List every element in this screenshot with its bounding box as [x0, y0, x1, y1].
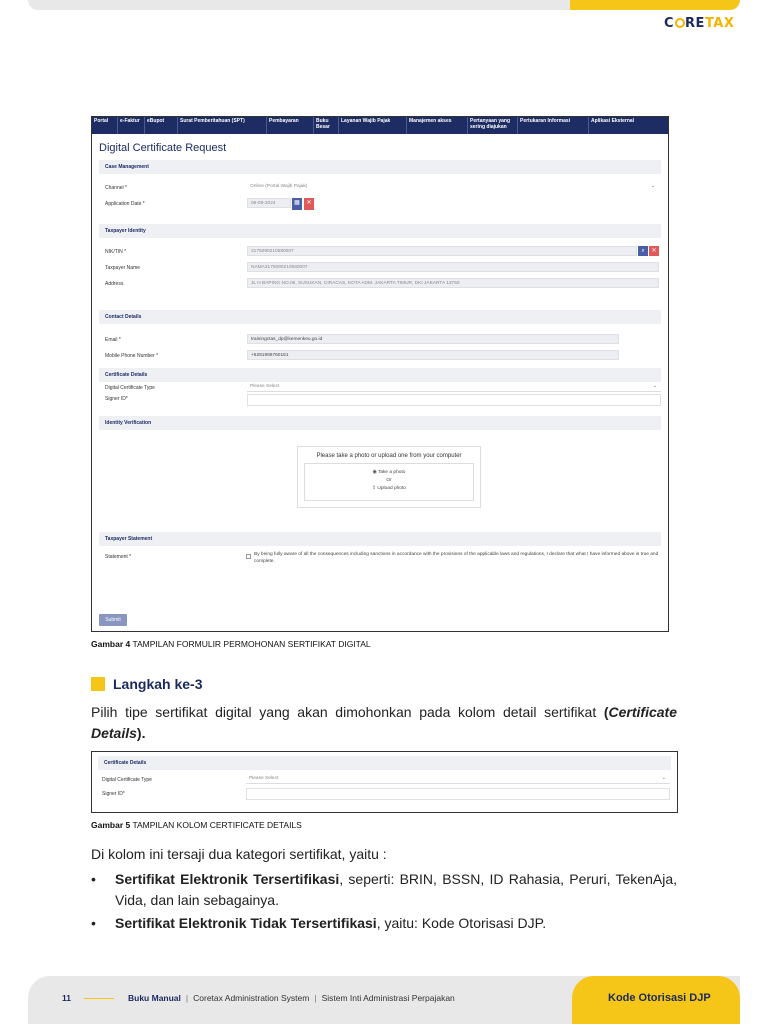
search-icon[interactable]: ⌕ [638, 246, 648, 256]
signer-id-field[interactable] [246, 788, 670, 800]
top-bar-accent [570, 0, 740, 10]
step-heading [91, 676, 202, 692]
step-title: Langkah ke-3 [113, 676, 203, 692]
submit-button[interactable]: Submit [99, 614, 127, 626]
nav-ebupot[interactable]: eBupot [145, 117, 178, 134]
form-title: Digital Certificate Request [99, 142, 227, 154]
nav-efaktur[interactable]: e-Faktur [118, 117, 145, 134]
certificate-type-value: Please Select [250, 384, 280, 389]
footer-text: Buku Manual | Coretax Administration System | Sistem Inti Administrasi Perpajakan [128, 993, 455, 1003]
paragraph-instruction [91, 702, 677, 744]
statement-label: Statement * [105, 554, 132, 560]
upload-photo-option[interactable] [305, 485, 473, 493]
nav-portal[interactable]: Portal [92, 117, 118, 134]
certificate-type-label: Digital Certificate Type [102, 777, 152, 783]
footer-system: Coretax Administration System [193, 993, 310, 1003]
list-item [91, 913, 677, 934]
nik-label: NIK/TIN * [105, 249, 127, 255]
photo-upload-box [297, 446, 481, 508]
footer-divider [84, 998, 114, 999]
nav-pertukaran[interactable]: Pertukaran Informasi [518, 117, 589, 134]
category-description: , yaitu: Kode Otorisasi DJP. [376, 915, 547, 931]
section-heading: Certificate Details [99, 368, 661, 382]
logo-re: RE [685, 16, 705, 31]
upload-options [304, 463, 474, 501]
section-contact-details [99, 310, 661, 364]
or-text: Or [386, 478, 392, 483]
nav-layanan[interactable]: Layanan Wajib Pajak [339, 117, 407, 134]
mobile-phone-label: Mobile Phone Number * [105, 353, 159, 359]
certificate-type-label: Digital Certificate Type [105, 385, 155, 391]
channel-value: Online (Portal Wajib Pajak) [250, 184, 308, 189]
category-title: Sertifikat Elektronik Tersertifikasi [115, 871, 340, 887]
chevron-down-icon: ⌄ [661, 775, 666, 781]
taxpayer-name-field: NAMA3175090210580007 [247, 262, 659, 272]
signer-id-label: Signer ID* [102, 791, 125, 797]
signer-id-field[interactable] [247, 394, 661, 406]
page-number: 11 [62, 993, 71, 1003]
top-bar [28, 0, 740, 10]
category-description: , seperti: BRIN, BSSN, ID Rahasia, Peruri, TekenAja, Vida, dan lain sebagainya. [115, 871, 678, 908]
section-heading: Taxpayer Identity [99, 224, 661, 238]
step-marker [91, 677, 105, 691]
upload-icon: ⇪ [372, 486, 378, 491]
coretax-logo [664, 16, 734, 31]
take-photo-option[interactable] [305, 469, 473, 477]
upload-prompt: Please take a photo or upload one from your computer [316, 453, 462, 459]
nav-aplikasi[interactable]: Aplikasi Eksternal [591, 118, 635, 124]
certificate-type-select[interactable] [247, 382, 661, 392]
upload-photo-label: Upload photo [377, 486, 406, 491]
section-case-management [99, 160, 661, 216]
chevron-down-icon: ⌄ [652, 383, 657, 389]
take-photo-label: Take a photo [377, 470, 406, 475]
list-item [91, 869, 677, 911]
statement-text: By being fully aware of all the consequences including sanctions in accordance with the provisions of the applicable laws and regulations, I declare that what I have informed above is true and complete. [254, 552, 659, 564]
application-date-field[interactable]: 06-09-2024 [247, 198, 291, 208]
address-label: Address [105, 281, 124, 287]
paren-open: ( [603, 704, 609, 720]
footer-sistem: Sistem Inti Administrasi Perpajakan [321, 993, 455, 1003]
nav-spt[interactable]: Surat Pemberitahuan (SPT) [178, 117, 267, 134]
signer-id-label: Signer ID* [105, 396, 128, 402]
nav-buku-besar[interactable]: Buku Besar [314, 117, 339, 134]
figure-certificate-details [91, 751, 678, 813]
footer-chapter-title: Kode Otorisasi DJP [608, 992, 711, 1004]
nav-pembayaran[interactable]: Pembayaran [267, 117, 314, 134]
section-heading: Taxpayer Statement [99, 532, 661, 546]
caption-text: TAMPILAN FORMULIR PERMOHONAN SERTIFIKAT DIGITAL [132, 639, 371, 649]
section-heading: Identity Verification [99, 416, 661, 430]
instruction-text: Pilih tipe sertifikat digital yang akan dimohonkan pada kolom detail sertifikat [91, 704, 604, 720]
clear-icon[interactable]: ✕ [649, 246, 659, 256]
category-title: Sertifikat Elektronik Tidak Tersertifikasi [115, 915, 377, 931]
footer-manual: Buku Manual [128, 993, 181, 1003]
nav-manajemen[interactable]: Manajemen akses [407, 117, 468, 134]
figure-4-caption [91, 639, 371, 649]
caption-label: Gambar 4 [91, 639, 131, 649]
logo-o-icon [675, 18, 685, 28]
caption-text: TAMPILAN KOLOM CERTIFICATE DETAILS [132, 820, 302, 830]
section-heading: Contact Details [99, 310, 661, 324]
chevron-down-icon: ⌄ [650, 183, 655, 189]
nik-field[interactable]: 3175090210580007 [247, 246, 637, 256]
channel-select[interactable] [247, 182, 659, 192]
clear-date-icon[interactable]: ✕ [304, 198, 314, 210]
certificate-type-select[interactable] [246, 774, 670, 784]
figure-5-caption [91, 820, 302, 830]
section-heading: Case Management [99, 160, 661, 174]
section-heading: Certificate Details [98, 756, 671, 770]
email-label: Email * [105, 337, 121, 343]
nav-faq[interactable]: Pertanyaan yang sering diajukan [468, 117, 518, 134]
calendar-icon[interactable]: ▦ [292, 198, 302, 210]
paragraph-categories: Di kolom ini tersaji dua kategori sertifikat, yaitu : [91, 846, 387, 862]
top-navbar [92, 117, 668, 134]
mobile-phone-field[interactable]: +6281999760161 [247, 350, 619, 360]
section-identity-verification [99, 416, 661, 526]
paren-close: ). [136, 725, 146, 741]
camera-icon: ◉ [372, 470, 378, 475]
taxpayer-name-label: Taxpayer Name [105, 265, 141, 271]
section-certificate-details [99, 368, 661, 410]
certificate-type-value: Please Select [249, 776, 279, 781]
logo-tax: TAX [704, 16, 735, 31]
section-taxpayer-statement [99, 532, 661, 572]
section-taxpayer-identity [99, 224, 661, 292]
caption-label: Gambar 5 [91, 820, 131, 830]
address-field: JL H BAPING NO.06, SUSUKAN, CIRACAS, KOTA ADM. JAKARTA TIMUR, DKI JAKARTA 13750 [247, 278, 659, 288]
certificate-details-term: Certificate Details [91, 704, 677, 741]
logo-c: C [664, 16, 675, 31]
figure-digital-certificate-form [91, 116, 669, 632]
application-date-label: Application Date * [105, 201, 145, 207]
statement-checkbox[interactable] [246, 554, 251, 559]
channel-label: Channel * [105, 185, 127, 191]
certificate-category-list [91, 869, 677, 936]
email-field[interactable]: trainingctas_dp@kemenkeu.go.id [247, 334, 619, 344]
